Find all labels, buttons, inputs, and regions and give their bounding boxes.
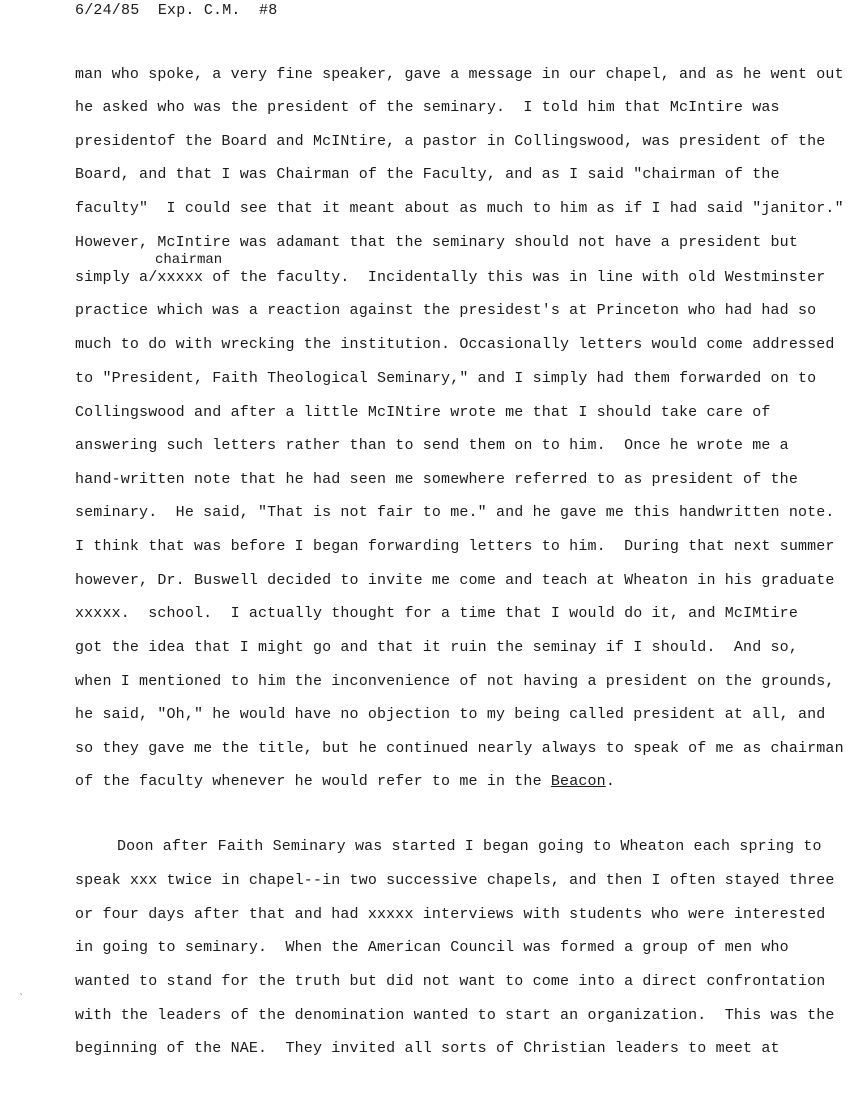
text-line: However, McIntire was adamant that the seminary should not have a president but	[75, 234, 798, 251]
text-line: hand-written note that he had seen me somewhere referred to as president of the	[75, 471, 798, 488]
text-line: presidentof the Board and McINtire, a pastor in Collingswood, was president of the	[75, 133, 826, 150]
text-line: however, Dr. Buswell decided to invite me come and teach at Wheaton in his graduate	[75, 572, 835, 589]
stray-mark: ˎ	[18, 986, 25, 997]
text-line: xxxxx. school. I actually thought for a time that I would do it, and McIMtire	[75, 605, 798, 622]
paragraph-start-line: Doon after Faith Seminary was started I began going to Wheaton each spring to	[117, 838, 822, 855]
text-line: so they gave me the title, but he continued nearly always to speak of me as chairman	[75, 740, 844, 757]
page-header: 6/24/85 Exp. C.M. #8	[75, 2, 278, 19]
text-line-start: of the faculty whenever he would refer to me in the	[75, 773, 551, 790]
text-line: seminary. He said, "That is not fair to me." and he gave me this handwritten note.	[75, 504, 835, 521]
handwritten-insert: chairman	[155, 252, 223, 268]
text-line: when I mentioned to him the inconvenience of not having a president on the grounds,	[75, 673, 835, 690]
text-line: got the idea that I might go and that it ruin the seminay if I should. And so,	[75, 639, 798, 656]
text-line: Board, and that I was Chairman of the Faculty, and as I said "chairman of the	[75, 166, 780, 183]
text-line: he said, "Oh," he would have no objection to my being called president at all, and	[75, 706, 826, 723]
text-line: simply a/xxxxx of the faculty. Incidentally this was in line with old Westminster	[75, 269, 826, 286]
text-line: or four days after that and had xxxxx interviews with students who were interested	[75, 906, 826, 923]
text-line: beginning of the NAE. They invited all sorts of Christian leaders to meet at	[75, 1040, 780, 1057]
text-line: practice which was a reaction against the presidest's at Princeton who had had so	[75, 302, 817, 319]
text-line: much to do with wrecking the institution. Occasionally letters would come addressed	[75, 336, 835, 353]
text-line: man who spoke, a very fine speaker, gave a message in our chapel, and as he went out	[75, 66, 844, 83]
text-line: faculty" I could see that it meant about as much to him as if I had said "janitor."	[75, 200, 844, 217]
text-line-with-title	[75, 773, 615, 791]
line-end-period: .	[605, 773, 615, 790]
text-line: wanted to stand for the truth but did not want to come into a direct confrontation	[75, 973, 826, 990]
text-line: in going to seminary. When the American Council was formed a group of men who	[75, 939, 789, 956]
underlined-title: Beacon	[550, 773, 606, 790]
text-line: I think that was before I began forwarding letters to him. During that next summer	[75, 538, 835, 555]
text-line: he asked who was the president of the seminary. I told him that McIntire was	[75, 99, 780, 116]
text-line: with the leaders of the denomination wanted to start an organization. This was the	[75, 1007, 835, 1024]
text-line: to "President, Faith Theological Seminary," and I simply had them forwarded on to	[75, 370, 817, 387]
text-line: speak xxx twice in chapel--in two successive chapels, and then I often stayed three	[75, 872, 835, 889]
text-line: answering such letters rather than to send them on to him. Once he wrote me a	[75, 437, 789, 454]
text-line: Collingswood and after a little McINtire wrote me that I should take care of	[75, 404, 771, 421]
